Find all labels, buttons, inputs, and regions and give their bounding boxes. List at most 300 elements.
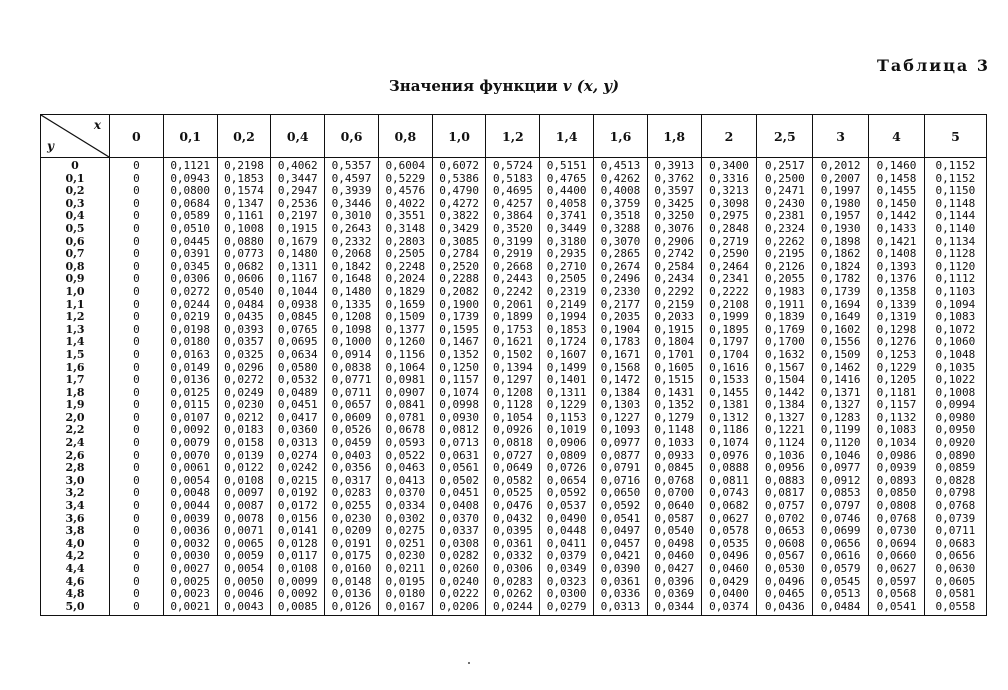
table-cell: 0,0877 bbox=[594, 450, 648, 463]
table-cell: 0,0811 bbox=[701, 475, 757, 488]
table-cell: 0,1112 bbox=[924, 273, 986, 286]
table-cell: 0,1044 bbox=[271, 286, 325, 299]
table-cell: 0,0657 bbox=[325, 399, 379, 412]
table-cell: 0,0079 bbox=[163, 437, 217, 450]
table-cell: 0,1431 bbox=[647, 387, 701, 400]
table-cell: 0,0497 bbox=[594, 525, 648, 538]
table-cell: 0,0283 bbox=[325, 487, 379, 500]
table-cell: 0,0768 bbox=[647, 475, 701, 488]
table-row bbox=[41, 362, 987, 375]
table-cell: 0,0743 bbox=[701, 487, 757, 500]
table-cell: 0,0122 bbox=[217, 462, 271, 475]
row-y-value: 0,2 bbox=[41, 185, 110, 198]
table-cell: 0,4576 bbox=[378, 185, 432, 198]
table-cell: 0,0994 bbox=[924, 399, 986, 412]
table-cell: 0,0593 bbox=[378, 437, 432, 450]
row-y-value: 0,5 bbox=[41, 223, 110, 236]
row-y-value: 0,6 bbox=[41, 236, 110, 249]
table-cell: 0,0396 bbox=[647, 576, 701, 589]
table-cell: 0,1899 bbox=[486, 311, 540, 324]
table-cell: 0,5183 bbox=[486, 173, 540, 186]
table-cell: 0,1515 bbox=[647, 374, 701, 387]
table-cell: 0,2430 bbox=[757, 198, 813, 211]
table-cell: 0 bbox=[110, 475, 164, 488]
column-header: 1,8 bbox=[647, 115, 701, 158]
table-cell: 0,1462 bbox=[813, 362, 869, 375]
table-cell: 0,0148 bbox=[325, 576, 379, 589]
table-cell: 0,1671 bbox=[594, 349, 648, 362]
table-cell: 0,1352 bbox=[432, 349, 486, 362]
table-cell: 0,3597 bbox=[647, 185, 701, 198]
table-cell: 0,0907 bbox=[378, 387, 432, 400]
table-cell: 0,0300 bbox=[540, 588, 594, 601]
row-y-value: 1,1 bbox=[41, 299, 110, 312]
table-cell: 0,1504 bbox=[757, 374, 813, 387]
table-cell: 0,0812 bbox=[432, 424, 486, 437]
table-cell: 0,0345 bbox=[163, 261, 217, 274]
table-cell: 0,0097 bbox=[217, 487, 271, 500]
table-cell: 0,1381 bbox=[701, 399, 757, 412]
table-cell: 0,2784 bbox=[432, 248, 486, 261]
table-cell: 0,1054 bbox=[486, 412, 540, 425]
table-cell: 0,3759 bbox=[594, 198, 648, 211]
table-cell: 0,0323 bbox=[540, 576, 594, 589]
table-cell: 0,0800 bbox=[163, 185, 217, 198]
table-cell: 0,2126 bbox=[757, 261, 813, 274]
table-cell: 0,1983 bbox=[757, 286, 813, 299]
table-cell: 0,1229 bbox=[869, 362, 925, 375]
table-cell: 0,0262 bbox=[486, 588, 540, 601]
table-cell: 0,0627 bbox=[701, 513, 757, 526]
table-cell: 0,1335 bbox=[325, 299, 379, 312]
table-cell: 0,1327 bbox=[813, 399, 869, 412]
table-cell: 0,0448 bbox=[540, 525, 594, 538]
table-cell: 0 bbox=[110, 588, 164, 601]
table-cell: 0,0308 bbox=[432, 538, 486, 551]
table-cell: 0,0771 bbox=[325, 374, 379, 387]
table-cell: 0,0939 bbox=[869, 462, 925, 475]
table-cell: 0 bbox=[110, 311, 164, 324]
table-cell: 0,0048 bbox=[163, 487, 217, 500]
table-cell: 0 bbox=[110, 223, 164, 236]
table-cell: 0,2947 bbox=[271, 185, 325, 198]
table-cell: 0,1327 bbox=[757, 412, 813, 425]
table-cell: 0,1120 bbox=[924, 261, 986, 274]
table-cell: 0,1036 bbox=[757, 450, 813, 463]
table-cell: 0,0043 bbox=[217, 601, 271, 616]
table-cell: 0,2007 bbox=[813, 173, 869, 186]
table-cell: 0,0656 bbox=[813, 538, 869, 551]
table-cell: 0,1098 bbox=[325, 324, 379, 337]
table-cell: 0,0541 bbox=[869, 601, 925, 616]
table-cell: 0,3085 bbox=[432, 236, 486, 249]
table-cell: 0,1700 bbox=[757, 336, 813, 349]
row-y-value: 1,2 bbox=[41, 311, 110, 324]
table-cell: 0,2584 bbox=[647, 261, 701, 274]
table-cell: 0,0682 bbox=[701, 500, 757, 513]
table-cell: 0,1724 bbox=[540, 336, 594, 349]
table-cell: 0,0976 bbox=[701, 450, 757, 463]
table-cell: 0,0039 bbox=[163, 513, 217, 526]
table-cell: 0,0317 bbox=[325, 475, 379, 488]
column-header: 1,6 bbox=[594, 115, 648, 158]
column-header: 0,8 bbox=[378, 115, 432, 158]
table-cell: 0,0344 bbox=[647, 601, 701, 616]
y-axis-label: y bbox=[47, 139, 54, 153]
column-header: 1,0 bbox=[432, 115, 486, 158]
table-cell: 0,2177 bbox=[594, 299, 648, 312]
table-cell: 0,1384 bbox=[594, 387, 648, 400]
row-y-value: 2,0 bbox=[41, 412, 110, 425]
table-cell: 0,0808 bbox=[869, 500, 925, 513]
table-cell: 0,4058 bbox=[540, 198, 594, 211]
table-cell: 0,6072 bbox=[432, 158, 486, 173]
table-cell: 0,4022 bbox=[378, 198, 432, 211]
table-cell: 0,0390 bbox=[594, 563, 648, 576]
table-cell: 0,5386 bbox=[432, 173, 486, 186]
table-cell: 0,1701 bbox=[647, 349, 701, 362]
table-cell: 0,5151 bbox=[540, 158, 594, 173]
table-cell: 0,0853 bbox=[813, 487, 869, 500]
table-cell: 0,3518 bbox=[594, 210, 648, 223]
table-cell: 0,2865 bbox=[594, 248, 648, 261]
table-cell: 0 bbox=[110, 387, 164, 400]
table-cell: 0 bbox=[110, 349, 164, 362]
table-cell: 0,1895 bbox=[701, 324, 757, 337]
table-cell: 0,0230 bbox=[325, 513, 379, 526]
table-cell: 0,1556 bbox=[813, 336, 869, 349]
table-cell: 0,1704 bbox=[701, 349, 757, 362]
table-cell: 0,0828 bbox=[924, 475, 986, 488]
table-cell: 0,0489 bbox=[271, 387, 325, 400]
table-cell: 0,2381 bbox=[757, 210, 813, 223]
table-cell: 0,0682 bbox=[217, 261, 271, 274]
table-cell: 0,2197 bbox=[271, 210, 325, 223]
table-cell: 0,1621 bbox=[486, 336, 540, 349]
table-cell: 0 bbox=[110, 198, 164, 211]
table-cell: 0,1124 bbox=[757, 437, 813, 450]
table-cell: 0,0050 bbox=[217, 576, 271, 589]
table-cell: 0,0998 bbox=[432, 399, 486, 412]
table-cell: 0,1416 bbox=[813, 374, 869, 387]
table-cell: 0,1156 bbox=[378, 349, 432, 362]
table-cell: 0 bbox=[110, 374, 164, 387]
table-cell: 0,0417 bbox=[271, 412, 325, 425]
table-cell: 0,0445 bbox=[163, 236, 217, 249]
table-cell: 0,1152 bbox=[924, 173, 986, 186]
table-cell: 0,1120 bbox=[813, 437, 869, 450]
table-cell: 0,0838 bbox=[325, 362, 379, 375]
table-cell: 0,0699 bbox=[813, 525, 869, 538]
table-cell: 0,1319 bbox=[869, 311, 925, 324]
table-row bbox=[41, 601, 987, 616]
table-cell: 0,0054 bbox=[163, 475, 217, 488]
table-cell: 0,0059 bbox=[217, 550, 271, 563]
table-cell: 0,0465 bbox=[757, 588, 813, 601]
table-cell: 0,0215 bbox=[271, 475, 325, 488]
table-cell: 0,2443 bbox=[486, 273, 540, 286]
column-header: 0,2 bbox=[217, 115, 271, 158]
table-cell: 0,3400 bbox=[701, 158, 757, 173]
table-row bbox=[41, 324, 987, 337]
table-cell: 0,1460 bbox=[869, 158, 925, 173]
column-header: 5 bbox=[924, 115, 986, 158]
row-y-value: 1,9 bbox=[41, 399, 110, 412]
table-cell: 0,2434 bbox=[647, 273, 701, 286]
table-cell: 0,0249 bbox=[217, 387, 271, 400]
row-y-value: 4,4 bbox=[41, 563, 110, 576]
table-cell: 0,2505 bbox=[378, 248, 432, 261]
row-y-value: 1,4 bbox=[41, 336, 110, 349]
table-cell: 0 bbox=[110, 210, 164, 223]
table-cell: 0,0765 bbox=[271, 324, 325, 337]
table-cell: 0,1311 bbox=[540, 387, 594, 400]
table-cell: 0 bbox=[110, 185, 164, 198]
table-cell: 0,2803 bbox=[378, 236, 432, 249]
table-cell: 0,2288 bbox=[432, 273, 486, 286]
table-cell: 0,0054 bbox=[217, 563, 271, 576]
table-cell: 0,1297 bbox=[486, 374, 540, 387]
table-cell: 0,2242 bbox=[486, 286, 540, 299]
table-cell: 0,1753 bbox=[486, 324, 540, 337]
table-cell: 0,0798 bbox=[924, 487, 986, 500]
table-cell: 0,0660 bbox=[869, 550, 925, 563]
table-cell: 0,1074 bbox=[701, 437, 757, 450]
table-cell: 0,4262 bbox=[594, 173, 648, 186]
table-cell: 0,3425 bbox=[647, 198, 701, 211]
table-cell: 0,2975 bbox=[701, 210, 757, 223]
table-cell: 0,2674 bbox=[594, 261, 648, 274]
table-cell: 0,0274 bbox=[271, 450, 325, 463]
table-cell: 0,0797 bbox=[813, 500, 869, 513]
table-cell: 0,0616 bbox=[813, 550, 869, 563]
table-cell: 0,1008 bbox=[217, 223, 271, 236]
table-cell: 0,1739 bbox=[813, 286, 869, 299]
table-cell: 0,0107 bbox=[163, 412, 217, 425]
table-cell: 0,0411 bbox=[540, 538, 594, 551]
table-cell: 0,0296 bbox=[217, 362, 271, 375]
values-table bbox=[40, 114, 987, 616]
table-cell: 0,1904 bbox=[594, 324, 648, 337]
table-cell: 0,0036 bbox=[163, 525, 217, 538]
table-row bbox=[41, 475, 987, 488]
table-cell: 0,1377 bbox=[378, 324, 432, 337]
table-cell: 0,4597 bbox=[325, 173, 379, 186]
row-y-value: 0,3 bbox=[41, 198, 110, 211]
row-y-value: 4,6 bbox=[41, 576, 110, 589]
table-cell: 0,0592 bbox=[540, 487, 594, 500]
table-row bbox=[41, 158, 987, 173]
table-cell: 0,1480 bbox=[325, 286, 379, 299]
row-y-value: 3,8 bbox=[41, 525, 110, 538]
table-cell: 0,1312 bbox=[701, 412, 757, 425]
table-cell: 0,1401 bbox=[540, 374, 594, 387]
table-cell: 0,0306 bbox=[163, 273, 217, 286]
table-cell: 0,1060 bbox=[924, 336, 986, 349]
table-cell: 0,1083 bbox=[924, 311, 986, 324]
table-cell: 0,0545 bbox=[813, 576, 869, 589]
table-cell: 0,0092 bbox=[163, 424, 217, 437]
table-cell: 0,0773 bbox=[217, 248, 271, 261]
table-cell: 0,2248 bbox=[378, 261, 432, 274]
table-cell: 0,0716 bbox=[594, 475, 648, 488]
table-cell: 0,0713 bbox=[432, 437, 486, 450]
table-cell: 0,0781 bbox=[378, 412, 432, 425]
table-cell: 0,1509 bbox=[813, 349, 869, 362]
table-cell: 0,1393 bbox=[869, 261, 925, 274]
table-cell: 0,0530 bbox=[757, 563, 813, 576]
table-cell: 0,6004 bbox=[378, 158, 432, 173]
table-cell: 0 bbox=[110, 576, 164, 589]
table-cell: 0,0395 bbox=[486, 525, 540, 538]
table-cell: 0,2292 bbox=[647, 286, 701, 299]
table-cell: 0,1455 bbox=[701, 387, 757, 400]
table-cell: 0,1509 bbox=[378, 311, 432, 324]
table-cell: 0,0244 bbox=[486, 601, 540, 616]
table-cell: 0,0587 bbox=[647, 513, 701, 526]
table-cell: 0,0845 bbox=[271, 311, 325, 324]
table-cell: 0,0149 bbox=[163, 362, 217, 375]
table-cell: 0,0436 bbox=[757, 601, 813, 616]
table-cell: 0,0021 bbox=[163, 601, 217, 616]
table-cell: 0,0537 bbox=[540, 500, 594, 513]
table-cell: 0,0476 bbox=[486, 500, 540, 513]
table-cell: 0,1783 bbox=[594, 336, 648, 349]
table-cell: 0 bbox=[110, 236, 164, 249]
table-cell: 0,0540 bbox=[647, 525, 701, 538]
table-cell: 0,0581 bbox=[924, 588, 986, 601]
table-cell: 0,1853 bbox=[217, 173, 271, 186]
title-function: v (x, y) bbox=[562, 77, 620, 95]
table-cell: 0,2848 bbox=[701, 223, 757, 236]
table-cell: 0,1782 bbox=[813, 273, 869, 286]
table-cell: 0,0272 bbox=[217, 374, 271, 387]
table-cell: 0,3098 bbox=[701, 198, 757, 211]
table-cell: 0,0977 bbox=[594, 437, 648, 450]
table-cell: 0,1824 bbox=[813, 261, 869, 274]
table-cell: 0,0175 bbox=[325, 550, 379, 563]
table-cell: 0,0272 bbox=[163, 286, 217, 299]
row-y-value: 1,7 bbox=[41, 374, 110, 387]
table-cell: 0,2033 bbox=[647, 311, 701, 324]
table-cell: 0,0163 bbox=[163, 349, 217, 362]
table-cell: 0,4272 bbox=[432, 198, 486, 211]
table-cell: 0,1358 bbox=[869, 286, 925, 299]
table-cell: 0,1208 bbox=[325, 311, 379, 324]
table-cell: 0,0158 bbox=[217, 437, 271, 450]
table-cell: 0,0510 bbox=[163, 223, 217, 236]
table-row bbox=[41, 273, 987, 286]
table-cell: 0,2330 bbox=[594, 286, 648, 299]
table-cell: 0,2262 bbox=[757, 236, 813, 249]
table-cell: 0,0592 bbox=[594, 500, 648, 513]
table-cell: 0,3316 bbox=[701, 173, 757, 186]
table-cell: 0,0065 bbox=[217, 538, 271, 551]
table-row bbox=[41, 563, 987, 576]
table-row bbox=[41, 261, 987, 274]
table-cell: 0,0087 bbox=[217, 500, 271, 513]
table-cell: 0,1384 bbox=[757, 399, 813, 412]
table-cell: 0,1283 bbox=[813, 412, 869, 425]
table-cell: 0,1035 bbox=[924, 362, 986, 375]
table-cell: 0,2668 bbox=[486, 261, 540, 274]
column-header: 0,4 bbox=[271, 115, 325, 158]
table-cell: 0 bbox=[110, 273, 164, 286]
table-cell: 0 bbox=[110, 248, 164, 261]
table-cell: 0,0496 bbox=[757, 576, 813, 589]
table-cell: 0,1260 bbox=[378, 336, 432, 349]
table-cell: 0,1472 bbox=[594, 374, 648, 387]
table-cell: 0,0451 bbox=[432, 487, 486, 500]
table-cell: 0,0977 bbox=[813, 462, 869, 475]
table-cell: 0,2520 bbox=[432, 261, 486, 274]
table-cell: 0,0332 bbox=[486, 550, 540, 563]
table-cell: 0,0739 bbox=[924, 513, 986, 526]
table-cell: 0,0180 bbox=[163, 336, 217, 349]
table-cell: 0,1842 bbox=[325, 261, 379, 274]
table-cell: 0,0933 bbox=[647, 450, 701, 463]
table-cell: 0,2536 bbox=[271, 198, 325, 211]
table-cell: 0,0532 bbox=[271, 374, 325, 387]
table-cell: 0,1303 bbox=[594, 399, 648, 412]
table-cell: 0,2464 bbox=[701, 261, 757, 274]
table-row bbox=[41, 387, 987, 400]
table-cell: 0 bbox=[110, 362, 164, 375]
table-cell: 0,0578 bbox=[701, 525, 757, 538]
table-cell: 0,1347 bbox=[217, 198, 271, 211]
table-cell: 0,0541 bbox=[594, 513, 648, 526]
row-y-value: 0,8 bbox=[41, 261, 110, 274]
table-cell: 0,1074 bbox=[432, 387, 486, 400]
table-cell: 0,1574 bbox=[217, 185, 271, 198]
table-cell: 0,0046 bbox=[217, 588, 271, 601]
table-cell: 0,0108 bbox=[217, 475, 271, 488]
header-row bbox=[41, 115, 987, 158]
table-cell: 0,1144 bbox=[924, 210, 986, 223]
column-header: 2,5 bbox=[757, 115, 813, 158]
table-cell: 0,2341 bbox=[701, 273, 757, 286]
table-cell: 0,1008 bbox=[924, 387, 986, 400]
row-y-value: 0,9 bbox=[41, 273, 110, 286]
table-cell: 0,1128 bbox=[486, 399, 540, 412]
table-row bbox=[41, 210, 987, 223]
table-number: Таблица 3 bbox=[877, 56, 990, 75]
table-cell: 0,1648 bbox=[325, 273, 379, 286]
row-y-value: 1,5 bbox=[41, 349, 110, 362]
table-cell: 0,1279 bbox=[647, 412, 701, 425]
table-cell: 0,1804 bbox=[647, 336, 701, 349]
table-cell: 0 bbox=[110, 563, 164, 576]
table-cell: 0,2505 bbox=[540, 273, 594, 286]
table-cell: 0,3250 bbox=[647, 210, 701, 223]
table-cell: 0,0980 bbox=[924, 412, 986, 425]
table-cell: 0 bbox=[110, 286, 164, 299]
table-cell: 0,2496 bbox=[594, 273, 648, 286]
table-cell: 0 bbox=[110, 462, 164, 475]
table-cell: 0,0463 bbox=[378, 462, 432, 475]
row-y-value: 5,0 bbox=[41, 601, 110, 616]
table-cell: 0,0023 bbox=[163, 588, 217, 601]
table-cell: 0,0360 bbox=[271, 424, 325, 437]
table-cell: 0 bbox=[110, 324, 164, 337]
column-header: 4 bbox=[869, 115, 925, 158]
table-row bbox=[41, 462, 987, 475]
table-cell: 0,1311 bbox=[271, 261, 325, 274]
table-cell: 0 bbox=[110, 550, 164, 563]
table-cell: 0,0361 bbox=[486, 538, 540, 551]
table-cell: 0,3148 bbox=[378, 223, 432, 236]
table-cell: 0,0535 bbox=[701, 538, 757, 551]
